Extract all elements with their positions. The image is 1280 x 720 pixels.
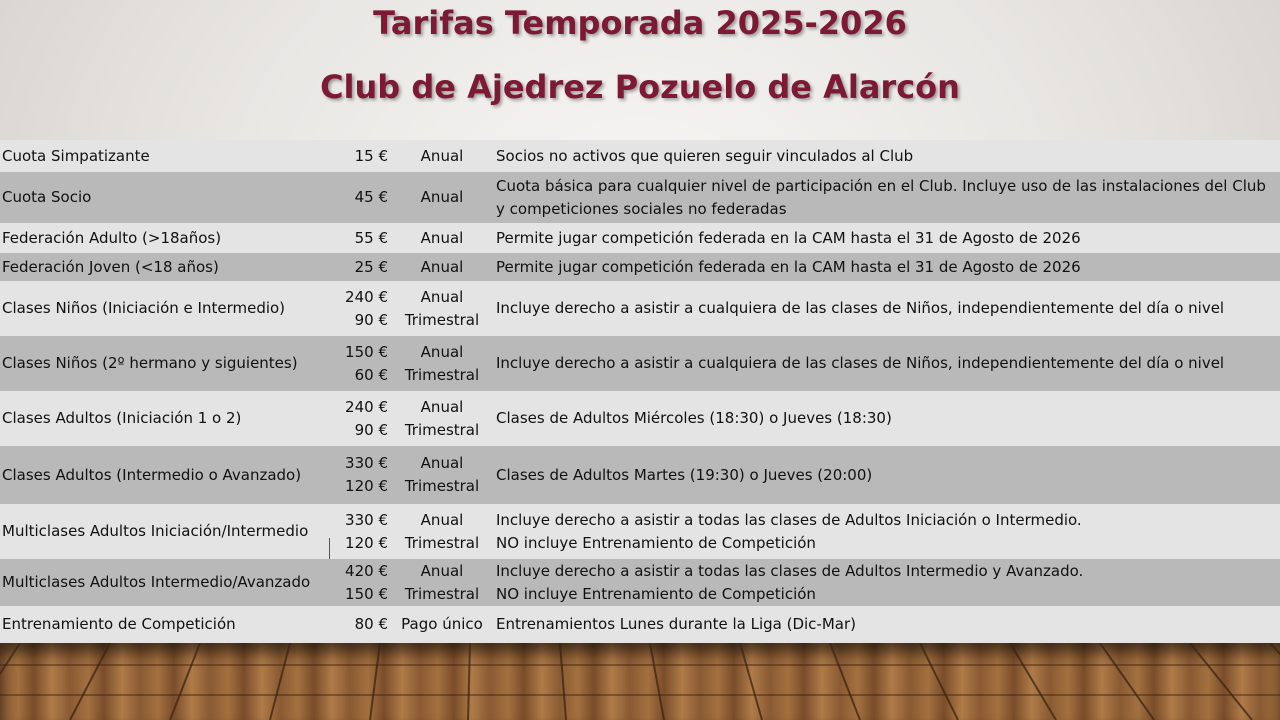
table-row	[0, 336, 1280, 391]
rate-name	[2, 223, 332, 253]
description-line: Incluye derecho a asistir a todas las clases de Adultos Intermedio y Avanzado.	[496, 561, 1084, 580]
rate-name	[2, 281, 332, 336]
rate-name-text: Entrenamiento de Competición	[2, 615, 236, 633]
description-line: Permite jugar competición federada en la CAM hasta el 31 de Agosto de 2026	[496, 257, 1081, 276]
rate-description	[496, 253, 1278, 281]
rate-description	[496, 391, 1278, 446]
rates-table	[0, 140, 1280, 643]
price-value: 150 €	[345, 584, 388, 603]
rate-description	[496, 559, 1278, 606]
rate-name-text: Cuota Simpatizante	[2, 146, 150, 165]
price-value: 90 €	[354, 310, 388, 329]
price-value: 240 €	[345, 397, 388, 416]
price-value: 330 €	[345, 510, 388, 529]
rate-name-text: Clases Niños (2º hermano y siguientes)	[2, 354, 298, 372]
period-value: Anual	[420, 454, 464, 472]
price-value: 80 €	[354, 615, 388, 633]
price-value: 55 €	[354, 228, 388, 247]
rate-price	[332, 253, 388, 281]
floor-planks	[0, 643, 1280, 720]
rate-description	[496, 281, 1278, 336]
rate-price	[332, 391, 388, 446]
rate-period	[398, 606, 486, 643]
rate-description	[496, 336, 1278, 391]
rate-description	[496, 140, 1278, 172]
period-value: Anual	[420, 287, 464, 306]
rate-period	[398, 504, 486, 559]
period-value: Anual	[420, 257, 464, 276]
rate-name-text: Multiclases Adultos Intermedio/Avanzado	[2, 573, 311, 591]
price-value: 150 €	[345, 342, 388, 361]
rate-period	[398, 446, 486, 504]
description-line: Incluye derecho a asistir a cualquiera de las clases de Niños, independientemente del día o nivel	[496, 299, 1225, 317]
rate-name	[2, 253, 332, 281]
period-value: Anual	[420, 397, 464, 416]
price-value: 25 €	[354, 257, 388, 276]
description-line: NO incluye Entrenamiento de Competición	[496, 533, 816, 552]
description-line: Incluye derecho a asistir a todas las clases de Adultos Iniciación o Intermedio.	[496, 510, 1082, 529]
table-row	[0, 391, 1280, 446]
period-value: Anual	[420, 561, 464, 580]
rate-price	[332, 446, 388, 504]
description-line: Permite jugar competición federada en la CAM hasta el 31 de Agosto de 2026	[496, 228, 1081, 247]
period-value: Trimestral	[404, 584, 480, 603]
rate-name-text: Clases Niños (Iniciación e Intermedio)	[2, 299, 286, 317]
table-row	[0, 504, 1280, 559]
period-value: Trimestral	[404, 420, 480, 439]
rate-name-text: Multiclases Adultos Iniciación/Intermedio	[2, 522, 309, 540]
rate-name-text: Clases Adultos (Intermedio o Avanzado)	[2, 465, 302, 484]
period-value: Anual	[420, 228, 464, 247]
period-value: Pago único	[401, 615, 483, 633]
description-line: y competiciones sociales no federadas	[496, 199, 787, 218]
table-row	[0, 172, 1280, 223]
description-line: Clases de Adultos Miércoles (18:30) o Jueves (18:30)	[496, 409, 892, 427]
rate-period	[398, 223, 486, 253]
period-value: Anual	[420, 146, 464, 165]
price-value: 120 €	[345, 477, 388, 495]
rate-name	[2, 504, 332, 559]
header	[0, 0, 1280, 140]
rate-price	[332, 504, 388, 559]
table-row	[0, 223, 1280, 253]
period-value: Trimestral	[404, 310, 480, 329]
rate-name	[2, 336, 332, 391]
rate-price	[332, 559, 388, 606]
price-value: 330 €	[345, 454, 388, 472]
price-value: 120 €	[345, 533, 388, 552]
rate-period	[398, 172, 486, 223]
rate-name	[2, 391, 332, 446]
description-line: Socios no activos que quieren seguir vinculados al Club	[496, 146, 914, 165]
rate-name-text: Federación Joven (<18 años)	[2, 257, 219, 276]
description-line: NO incluye Entrenamiento de Competición	[496, 584, 816, 603]
rate-description	[496, 504, 1278, 559]
rate-description	[496, 606, 1278, 643]
table-row	[0, 281, 1280, 336]
rate-price	[332, 336, 388, 391]
rate-name	[2, 559, 332, 606]
rate-period	[398, 140, 486, 172]
rate-description	[496, 223, 1278, 253]
table-row	[0, 140, 1280, 172]
period-value: Anual	[420, 510, 464, 529]
description-line: Incluye derecho a asistir a cualquiera de las clases de Niños, independientemente del día o nivel	[496, 354, 1225, 372]
period-value: Anual	[420, 188, 464, 206]
rate-name-text: Clases Adultos (Iniciación 1 o 2)	[2, 409, 242, 427]
rate-period	[398, 336, 486, 391]
rate-period	[398, 559, 486, 606]
cell-divider	[329, 538, 330, 560]
price-value: 420 €	[345, 561, 388, 580]
page-subtitle: Club de Ajedrez Pozuelo de Alarcón	[320, 68, 960, 106]
page-title: Tarifas Temporada 2025-2026	[373, 4, 907, 42]
rate-period	[398, 253, 486, 281]
table-row	[0, 446, 1280, 504]
rate-price	[332, 281, 388, 336]
table-row	[0, 559, 1280, 606]
rate-price	[332, 223, 388, 253]
price-value: 45 €	[354, 188, 388, 206]
wood-floor-image	[0, 643, 1280, 720]
price-value: 240 €	[345, 287, 388, 306]
period-value: Trimestral	[404, 477, 480, 495]
rate-period	[398, 281, 486, 336]
period-value: Trimestral	[404, 533, 480, 552]
rate-name	[2, 446, 332, 504]
rate-description	[496, 172, 1278, 223]
price-value: 60 €	[354, 365, 388, 384]
rate-period	[398, 391, 486, 446]
description-line: Clases de Adultos Martes (19:30) o Jueves (20:00)	[496, 465, 873, 484]
table-row	[0, 253, 1280, 281]
rate-name	[2, 172, 332, 223]
table-row	[0, 606, 1280, 643]
rate-name	[2, 606, 332, 643]
rate-description	[496, 446, 1278, 504]
period-value: Trimestral	[404, 365, 480, 384]
rate-price	[332, 172, 388, 223]
rate-name	[2, 140, 332, 172]
price-value: 90 €	[354, 420, 388, 439]
rate-name-text: Federación Adulto (>18años)	[2, 228, 222, 247]
rate-price	[332, 140, 388, 172]
period-value: Anual	[420, 342, 464, 361]
description-line: Cuota básica para cualquier nivel de participación en el Club. Incluye uso de las instalaciones del Club	[496, 176, 1266, 195]
price-value: 15 €	[354, 146, 388, 165]
rate-name-text: Cuota Socio	[2, 188, 92, 206]
description-line: Entrenamientos Lunes durante la Liga (Dic-Mar)	[496, 615, 856, 633]
rate-price	[332, 606, 388, 643]
